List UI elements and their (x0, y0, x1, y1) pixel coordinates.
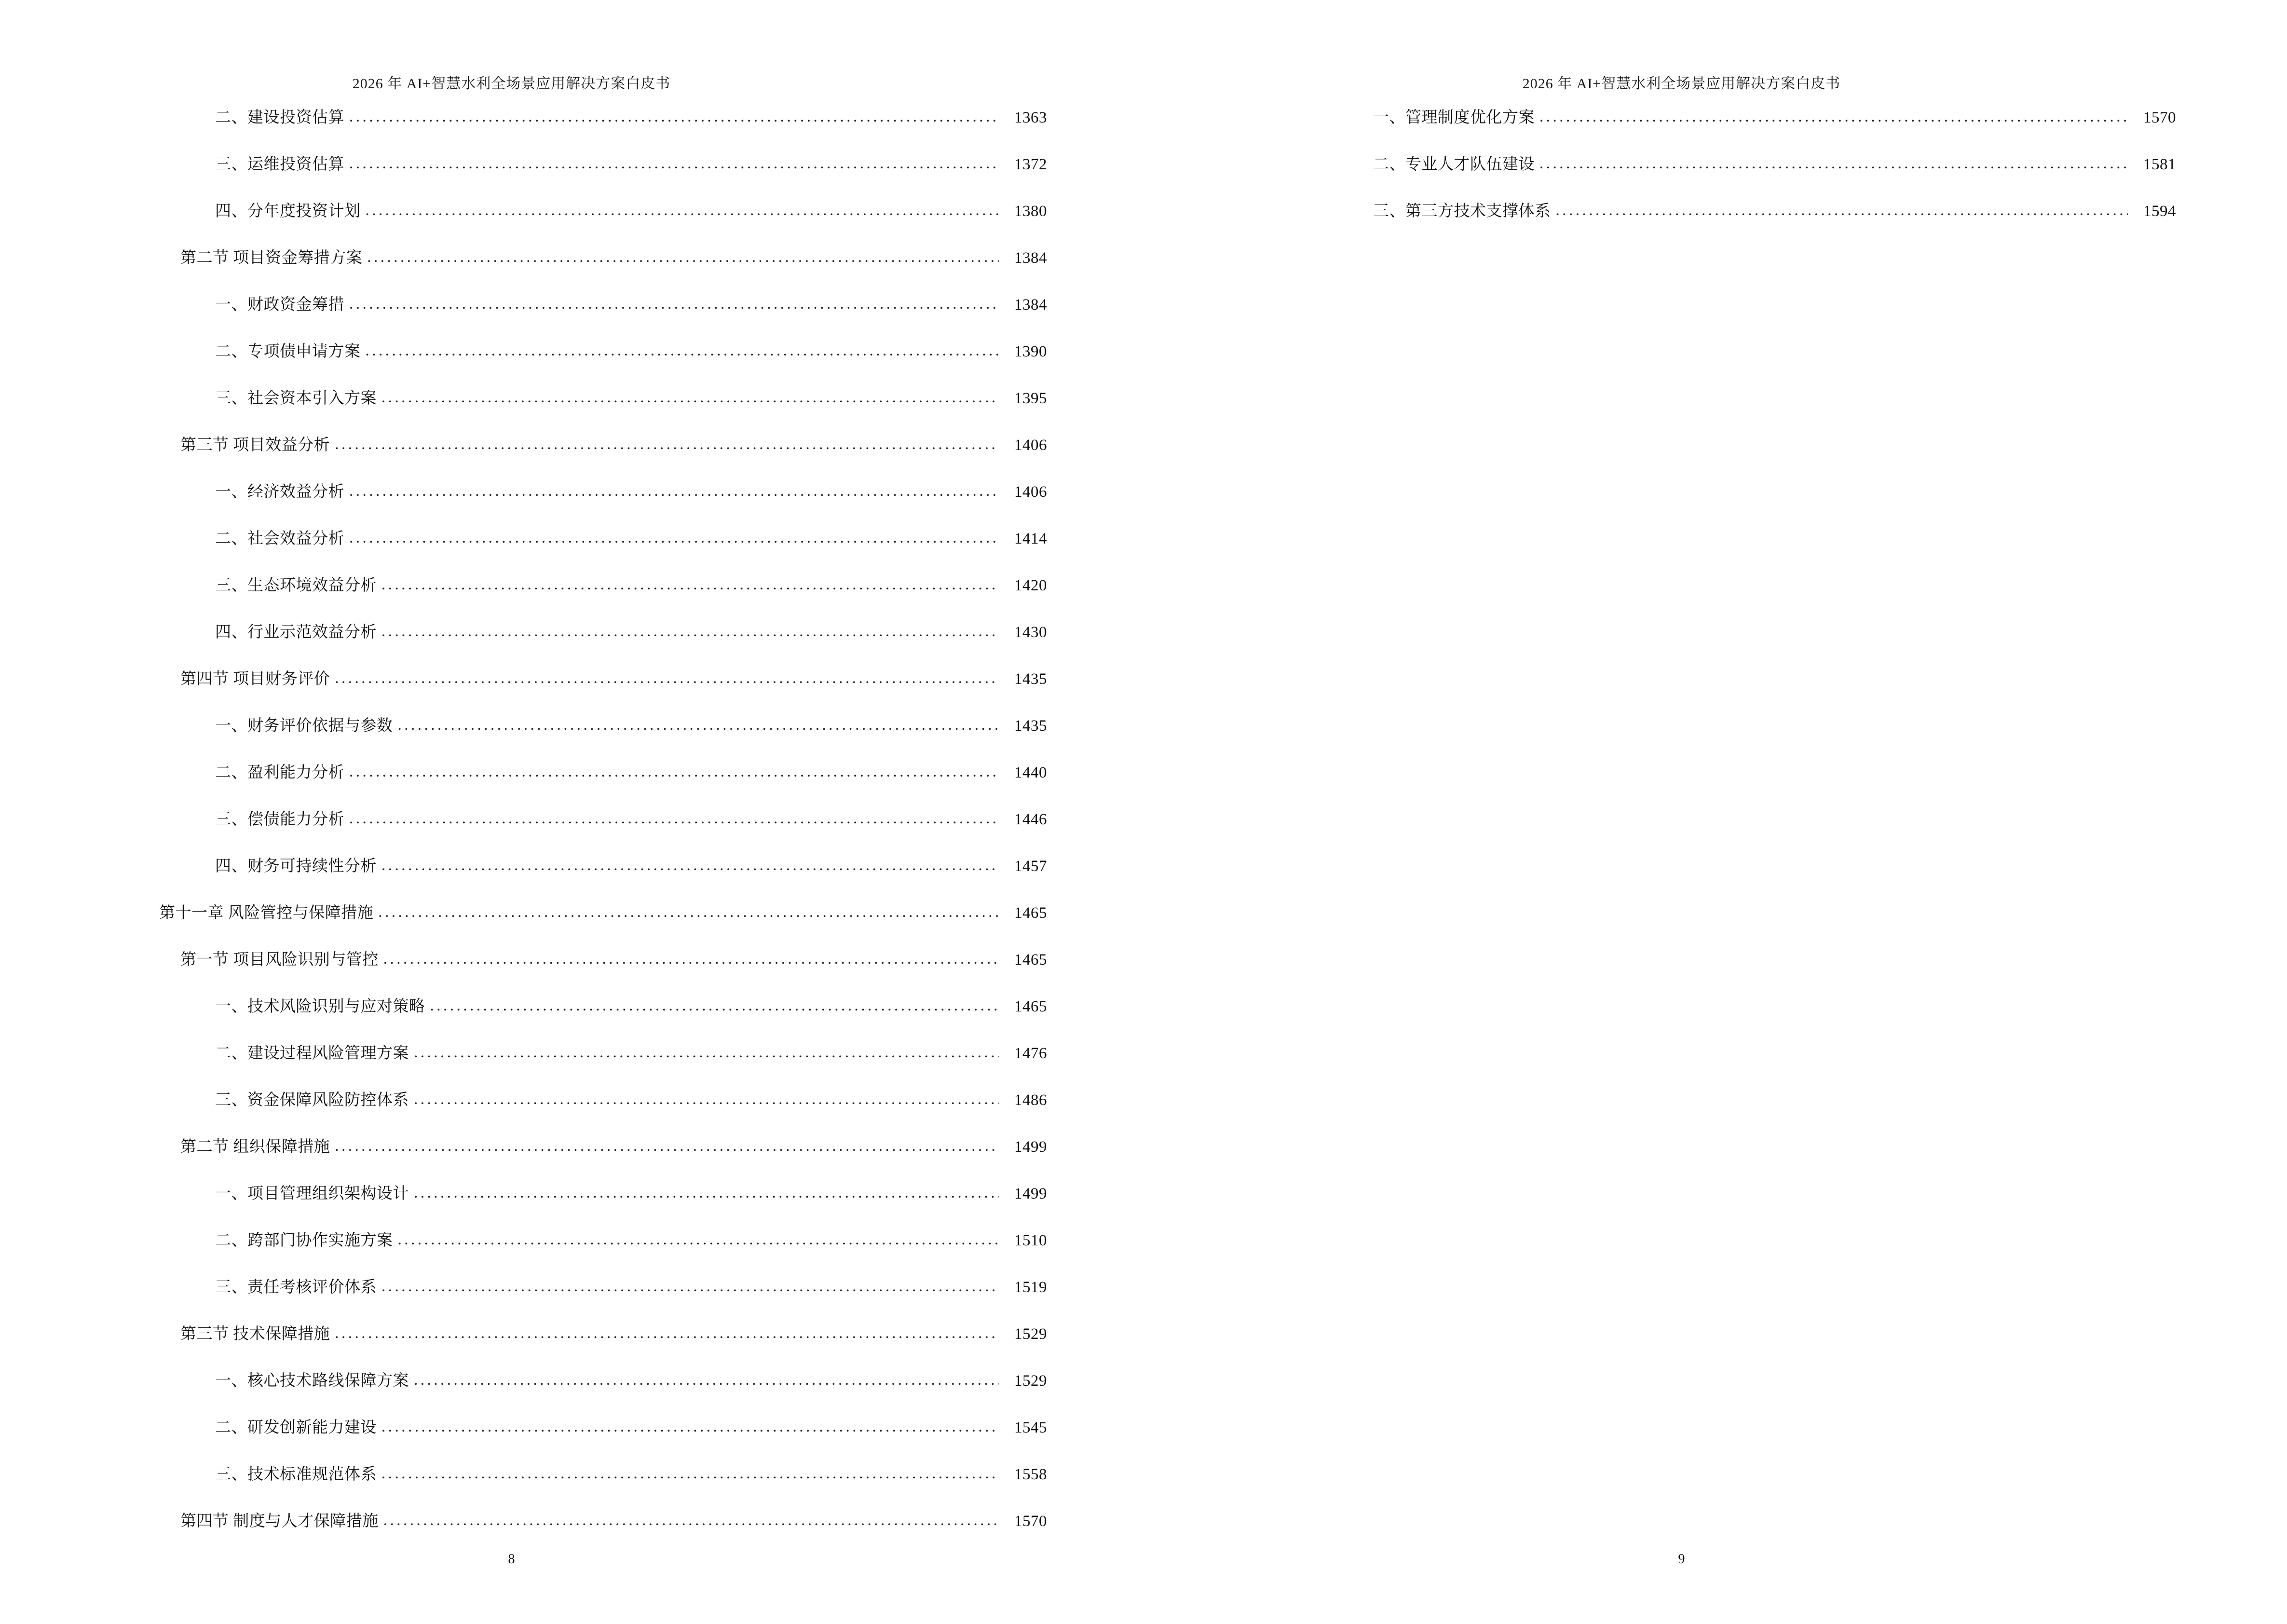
toc-entry-label: 第三节 项目效益分析 (180, 437, 330, 454)
toc-leader-dots (335, 1138, 999, 1154)
toc-leader-dots (381, 858, 999, 873)
toc-entry[interactable] (159, 1092, 1047, 1139)
toc-entry[interactable] (159, 297, 1047, 344)
toc-entry-label: 第四节 项目财务评价 (180, 670, 330, 688)
toc-entry[interactable] (159, 1139, 1047, 1186)
toc-entry-label: 三、生态环境效益分析 (215, 577, 377, 594)
toc-leader-dots (381, 1466, 999, 1482)
toc-entry-page-number: 1446 (1014, 811, 1047, 828)
toc-entry-page-number: 1380 (1014, 203, 1047, 220)
toc-leader-dots (414, 1185, 999, 1201)
toc-entry-page-number: 1476 (1014, 1045, 1047, 1062)
toc-entry-label: 一、管理制度优化方案 (1373, 109, 1535, 126)
toc-leader-dots (381, 624, 999, 640)
toc-leader-dots (1556, 203, 2128, 218)
toc-entry-page-number: 1510 (1014, 1232, 1047, 1249)
toc-entry-label: 三、运维投资估算 (215, 156, 344, 173)
page-number-left: 8 (508, 1552, 515, 1567)
toc-entry-label: 二、跨部门协作实施方案 (215, 1232, 393, 1249)
toc-leader-dots (335, 1325, 999, 1341)
toc-entry[interactable] (159, 671, 1047, 718)
toc-entry-page-number: 1390 (1014, 343, 1047, 360)
toc-entry-label: 一、项目管理组织架构设计 (215, 1185, 409, 1202)
toc-entry-label: 一、核心技术路线保障方案 (215, 1372, 409, 1390)
toc-entry-label: 四、财务可持续性分析 (215, 858, 377, 875)
toc-entry-label: 三、第三方技术支撑体系 (1373, 203, 1551, 220)
toc-leader-dots (366, 343, 999, 359)
toc-entry-label: 二、盈利能力分析 (215, 764, 344, 781)
toc-entry[interactable] (159, 765, 1047, 812)
toc-entry[interactable] (159, 1467, 1047, 1514)
toc-entry-page-number: 1529 (1014, 1372, 1047, 1390)
toc-entry-label: 第十一章 风险管控与保障措施 (159, 904, 374, 922)
toc-entry-label: 二、专项债申请方案 (215, 343, 361, 360)
running-head-left: 2026 年 AI+智慧水利全场景应用解决方案白皮书 (352, 76, 671, 92)
page-number-right: 9 (1678, 1552, 1685, 1567)
toc-leader-dots (1539, 109, 2128, 125)
toc-entry-page-number: 1406 (1014, 483, 1047, 501)
toc-entry-page-number: 1414 (1014, 530, 1047, 547)
toc-leader-dots (383, 1513, 999, 1528)
toc-entry-label: 三、社会资本引入方案 (215, 390, 377, 407)
toc-entry[interactable] (1317, 110, 2176, 157)
toc-leader-dots (414, 1092, 999, 1107)
toc-leader-dots (349, 483, 999, 499)
toc-leader-dots (381, 390, 999, 406)
toc-leader-dots (398, 1232, 999, 1248)
toc-entry[interactable] (159, 1186, 1047, 1233)
toc-entry-page-number: 1440 (1014, 764, 1047, 781)
toc-entry-page-number: 1435 (1014, 670, 1047, 688)
toc-leader-dots (1539, 156, 2128, 172)
toc-entry[interactable] (1317, 157, 2176, 204)
toc-entry-label: 第二节 项目资金筹措方案 (180, 249, 363, 267)
toc-entry-page-number: 1465 (1014, 951, 1047, 969)
toc-entry[interactable] (159, 1233, 1047, 1280)
toc-list-left (159, 110, 1047, 1560)
toc-entry[interactable] (159, 812, 1047, 859)
toc-entry[interactable] (159, 578, 1047, 625)
toc-entry-page-number: 1384 (1014, 249, 1047, 267)
toc-entry-label: 一、经济效益分析 (215, 483, 344, 501)
toc-entry[interactable] (159, 531, 1047, 578)
toc-entry-label: 一、财务评价依据与参数 (215, 717, 393, 735)
toc-entry[interactable] (159, 1046, 1047, 1092)
toc-leader-dots (398, 717, 999, 733)
toc-entry-label: 三、资金保障风险防控体系 (215, 1092, 409, 1109)
toc-entry-page-number: 1499 (1014, 1138, 1047, 1156)
toc-list-right (1317, 110, 2176, 250)
toc-entry[interactable] (159, 344, 1047, 391)
toc-entry-page-number: 1430 (1014, 624, 1047, 641)
toc-entry[interactable] (159, 952, 1047, 999)
toc-entry[interactable] (159, 718, 1047, 765)
toc-entry[interactable] (159, 905, 1047, 952)
toc-leader-dots (335, 437, 999, 452)
toc-entry[interactable] (159, 625, 1047, 671)
toc-entry-page-number: 1406 (1014, 437, 1047, 454)
toc-entry[interactable] (159, 859, 1047, 905)
toc-leader-dots (430, 998, 999, 1014)
toc-entry-label: 四、分年度投资计划 (215, 203, 361, 220)
toc-entry-page-number: 1435 (1014, 717, 1047, 735)
toc-leader-dots (381, 577, 999, 593)
toc-entry-label: 四、行业示范效益分析 (215, 624, 377, 641)
toc-leader-dots (349, 764, 999, 780)
toc-entry[interactable] (159, 1420, 1047, 1467)
toc-entry-page-number: 1529 (1014, 1325, 1047, 1343)
toc-entry-page-number: 1499 (1014, 1185, 1047, 1202)
toc-entry-label: 第一节 项目风险识别与管控 (180, 951, 379, 969)
toc-leader-dots (349, 530, 999, 546)
toc-entry-label: 三、技术标准规范体系 (215, 1466, 377, 1483)
toc-entry-page-number: 1570 (2143, 109, 2176, 126)
toc-entry[interactable] (159, 157, 1047, 204)
toc-entry-label: 二、研发创新能力建设 (215, 1419, 377, 1436)
toc-leader-dots (349, 156, 999, 172)
toc-leader-dots (366, 203, 999, 218)
toc-leader-dots (349, 296, 999, 312)
toc-entry[interactable] (159, 204, 1047, 250)
toc-entry-label: 第三节 技术保障措施 (180, 1325, 330, 1343)
page-right (1144, 0, 2287, 1624)
toc-entry-page-number: 1372 (1014, 156, 1047, 173)
toc-entry[interactable] (159, 1326, 1047, 1373)
running-head-right: 2026 年 AI+智慧水利全场景应用解决方案白皮书 (1522, 76, 1841, 92)
toc-entry-page-number: 1594 (2143, 203, 2176, 220)
toc-entry[interactable] (159, 391, 1047, 437)
toc-entry-page-number: 1384 (1014, 296, 1047, 314)
toc-leader-dots (378, 904, 999, 920)
toc-entry-page-number: 1465 (1014, 998, 1047, 1015)
toc-leader-dots (414, 1372, 999, 1388)
toc-entry[interactable] (159, 1280, 1047, 1326)
toc-entry-page-number: 1363 (1014, 109, 1047, 126)
toc-entry-label: 二、建设投资估算 (215, 109, 344, 126)
toc-entry[interactable] (159, 110, 1047, 157)
toc-entry-page-number: 1465 (1014, 904, 1047, 922)
toc-entry-label: 第四节 制度与人才保障措施 (180, 1513, 379, 1530)
toc-entry[interactable] (159, 999, 1047, 1046)
toc-leader-dots (381, 1419, 999, 1435)
toc-entry-page-number: 1545 (1014, 1419, 1047, 1436)
toc-entry[interactable] (159, 1373, 1047, 1420)
toc-entry-label: 一、财政资金筹措 (215, 296, 344, 314)
toc-entry-page-number: 1420 (1014, 577, 1047, 594)
toc-entry-page-number: 1486 (1014, 1092, 1047, 1109)
toc-entry-label: 三、责任考核评价体系 (215, 1279, 377, 1296)
toc-entry-label: 二、专业人才队伍建设 (1373, 156, 1535, 173)
toc-entry-page-number: 1570 (1014, 1513, 1047, 1530)
toc-entry[interactable] (1317, 204, 2176, 250)
toc-entry[interactable] (159, 250, 1047, 297)
toc-leader-dots (367, 249, 999, 265)
toc-entry-page-number: 1581 (2143, 156, 2176, 173)
toc-entry-page-number: 1395 (1014, 390, 1047, 407)
toc-leader-dots (349, 109, 999, 125)
toc-leader-dots (414, 1045, 999, 1061)
toc-entry-page-number: 1457 (1014, 858, 1047, 875)
toc-entry[interactable] (159, 437, 1047, 484)
toc-leader-dots (381, 1279, 999, 1295)
toc-entry-label: 二、建设过程风险管理方案 (215, 1045, 409, 1062)
toc-entry[interactable] (159, 484, 1047, 531)
toc-leader-dots (335, 670, 999, 686)
toc-entry-page-number: 1558 (1014, 1466, 1047, 1483)
toc-entry-label: 三、偿债能力分析 (215, 811, 344, 828)
toc-leader-dots (383, 951, 999, 967)
toc-entry-label: 一、技术风险识别与应对策略 (215, 998, 425, 1015)
toc-leader-dots (349, 811, 999, 827)
toc-entry-label: 二、社会效益分析 (215, 530, 344, 547)
toc-entry-page-number: 1519 (1014, 1279, 1047, 1296)
toc-entry-label: 第二节 组织保障措施 (180, 1138, 330, 1156)
